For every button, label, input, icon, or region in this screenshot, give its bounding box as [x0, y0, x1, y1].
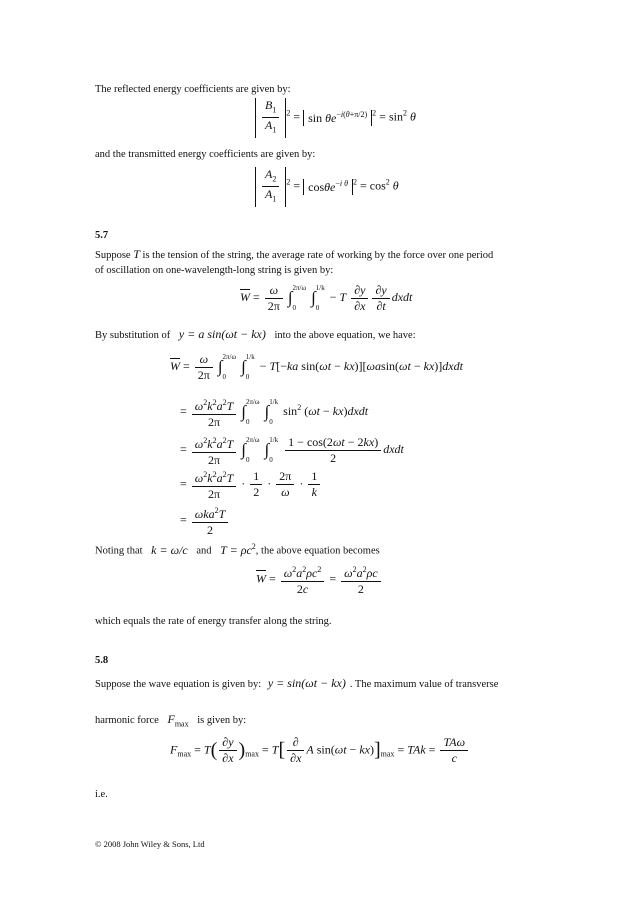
average-power-equation: $\overline{W}$ = $\frac{\omega}{2\pi}$ ∫ 2π/ω 0 ∫ 1/k 0 − T $\frac{\partial y}{\partial x}$ $\frac{\partial y}{\partial t}$ dxdt: [240, 282, 413, 313]
reflected-equation: $\frac{B_1}{A_1}$ $^2 = \sin \theta e^{-i(\theta+\pi/2)}$ $^2 = \sin^2 \theta$: [255, 98, 416, 138]
derivation-step-4: = $\frac{\omega^2k^2a^2T}{2\pi}$ · $\frac{1}{2}$ · $\frac{2\pi}{\omega}$ · $\frac{1}{k}$: [180, 467, 322, 502]
section-5-7-line2: of oscillation on one-wavelength-long string is given by:: [95, 265, 334, 276]
section-5-7-line1: Suppose T is the tension of the string, the average rate of working by the force over one period: [95, 247, 494, 261]
derivation-step-1: $\overline{W}$ = $\frac{\omega}{2\pi}$ ∫ 2π/ω 0 ∫ 1/k 0 − T[−ka sin(ωt − kx)][ωasin(ωt − kx)]dxdt: [170, 351, 463, 382]
substitution-line: By substitution of y = a sin(ωt − kx) into the above equation, we have:: [95, 327, 416, 341]
reflected-intro: The reflected energy coefficients are given by:: [95, 84, 291, 95]
derivation-step-3: = $\frac{\omega^2k^2a^2T}{2\pi}$ ∫ 2π/ω 0 ∫ 1/k 0 $\frac{1 - \cos(2\omega t - 2kx)}{2}$ dxdt: [180, 434, 404, 467]
section-5-8-line1: Suppose the wave equation is given by: y = sin(ωt − kx) . The maximum value of transverse: [95, 676, 499, 690]
section-5-8-line2: harmonic force $F_{max}$ is given by:: [95, 712, 247, 729]
section-heading-5-8: 5.8: [95, 655, 109, 666]
section-heading-5-7: 5.7: [95, 230, 109, 241]
energy-transfer-line: which equals the rate of energy transfer along the string.: [95, 616, 332, 627]
power-result-equation: $\overline{W}$ = $\frac{\omega^2a^2\rho c^2}{2c}$ = $\frac{\omega^2a^2\rho c}{2}$: [256, 562, 383, 597]
derivation-step-2: = $\frac{\omega^2k^2a^2T}{2\pi}$ ∫ 2π/ω 0 ∫ 1/k 0 $\sin^2 (\omega t$ − kx)dxdt: [180, 392, 368, 432]
max-force-equation: $F_{max} = T$( $\frac{\partial y}{\partial x}$ )$_{max} = T$[ $\frac{\partial}{\partial x}$ A $\sin(\omega t - kx)]_{max}$ = TAk = $\frac{\text{TAω}}{c}$: [170, 735, 470, 766]
ie-label: i.e.: [95, 789, 108, 800]
transmitted-equation: $\frac{A_2}{A_1}$ $^2$ = cosθe$^{-i \theta}$ $^2 = \cos^2 \theta$: [255, 167, 399, 207]
derivation-step-5: = $\frac{\omega ka^2T}{2}$: [180, 503, 230, 538]
copyright-footer: © 2008 John Wiley & Sons, Ltd: [95, 839, 205, 849]
noting-line: Noting that k = ω/c and $T = \rho c^2$, the above equation becomes: [95, 542, 380, 557]
transmitted-intro: and the transmitted energy coefficients are given by:: [95, 149, 316, 160]
